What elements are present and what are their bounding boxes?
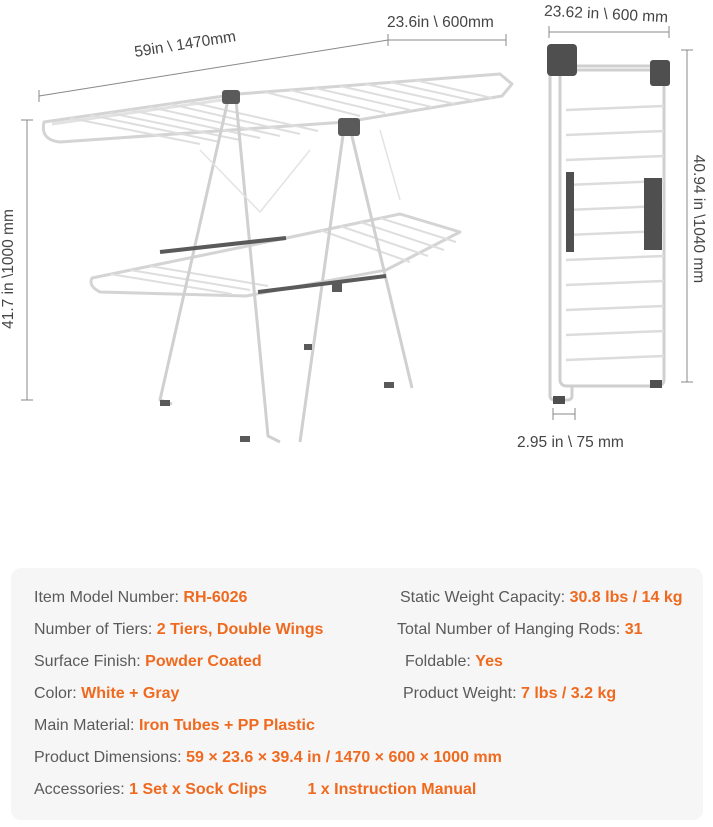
depth-dimension-label: 23.6in \ 600mm [387,14,494,31]
spec-value: Yes [475,653,503,670]
spec-label: Main Material: [34,717,135,734]
spec-value: 1 Set x Sock Clips [129,781,267,798]
spec-color [34,685,179,703]
spec-value: 59 × 23.6 × 39.4 in / 1470 × 600 × 1000 mm [186,749,502,766]
spec-label: Number of Tiers: [34,621,153,638]
spec-product-dimensions [34,749,502,767]
unfolded-rack [43,74,512,442]
height-dimension-label: 41.7 in \1000 mm [0,209,17,329]
spec-accessories [34,781,476,799]
spec-value: RH-6026 [183,589,248,606]
spec-label: Item Model Number: [34,589,179,606]
spec-value: 1 x Instruction Manual [307,781,477,798]
spec-value: 30.8 lbs / 14 kg [569,589,683,606]
spec-label: Product Dimensions: [34,749,182,766]
spec-label: Surface Finish: [34,653,141,670]
spec-value: 2 Tiers, Double Wings [156,621,324,638]
spec-label: Foldable: [405,653,471,670]
spec-label: Static Weight Capacity: [400,589,566,606]
spec-label: Accessories: [34,781,125,798]
spec-foldable [405,653,503,671]
spec-number-of-tiers [34,621,323,639]
spec-main-material [34,717,315,735]
spec-value: Powder Coated [145,653,262,670]
spec-model-number [34,589,247,607]
spec-hanging-rods [397,621,642,639]
folded-thickness-dimension-label: 2.95 in \ 75 mm [517,434,624,451]
spec-value: Iron Tubes + PP Plastic [138,717,315,734]
spec-value: 7 lbs / 3.2 kg [521,685,617,702]
spec-label: Total Number of Hanging Rods: [397,621,621,638]
spec-product-weight [403,685,616,703]
folded-height-dimension-label: 40.94 in \1040 mm [690,154,707,284]
spec-value: White + Gray [81,685,180,702]
spec-surface-finish [34,653,262,671]
folded-width-dimension-label: 23.62 in \ 600 mm [543,2,669,27]
spec-value: 31 [624,621,643,638]
spec-label: Color: [34,685,77,702]
width-dimension-label: 59in \ 1470mm [133,28,238,61]
spec-label: Product Weight: [403,685,517,702]
spec-weight-capacity [400,589,683,607]
